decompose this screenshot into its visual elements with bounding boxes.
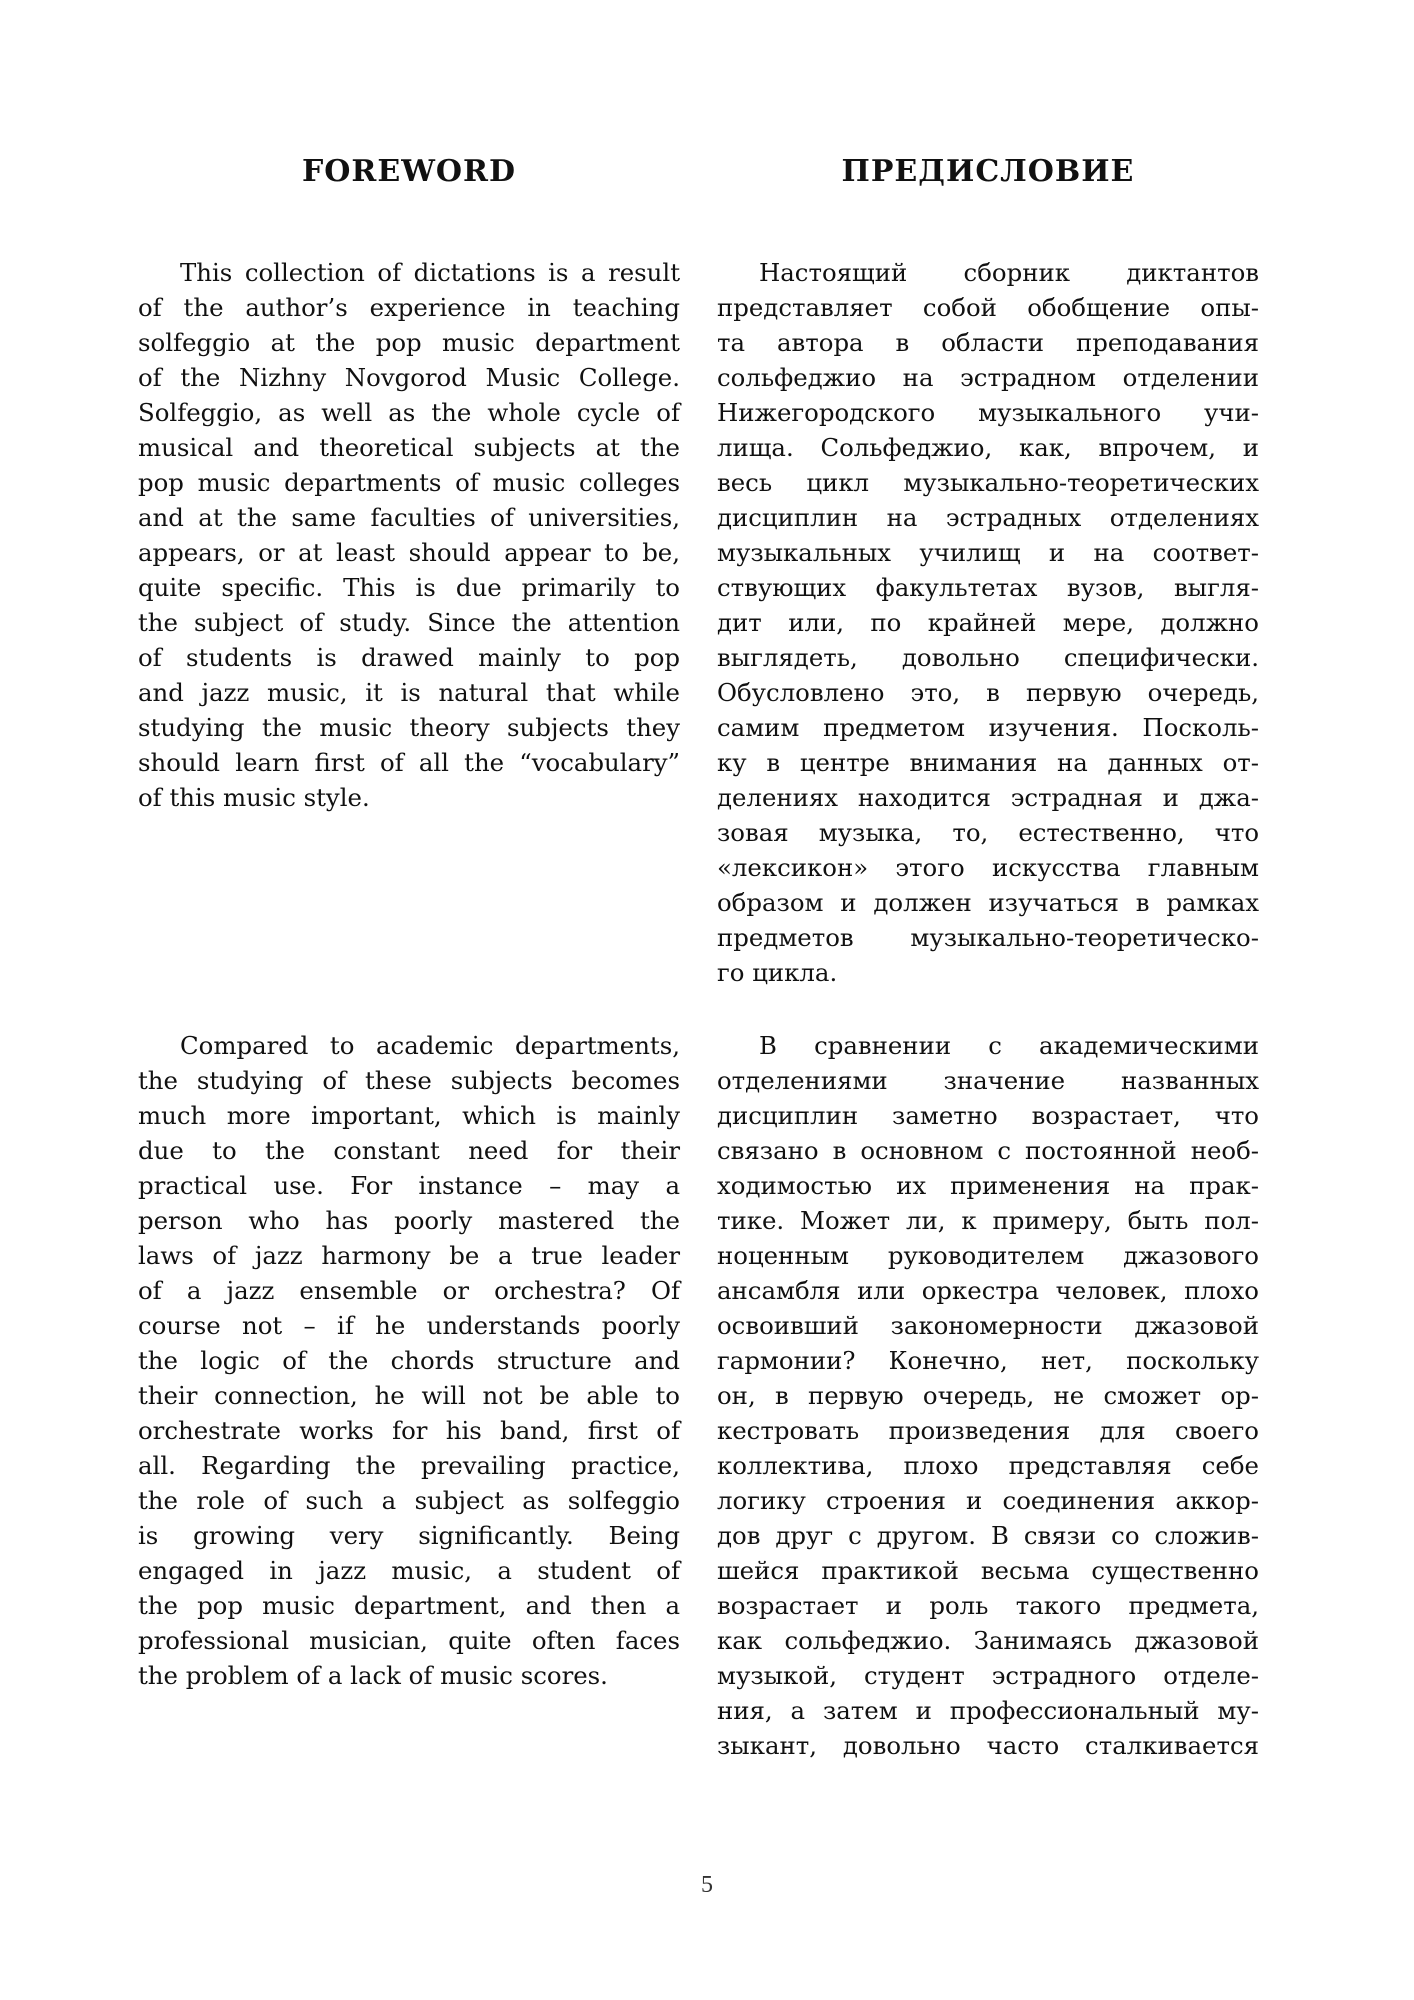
text-line: is growing very significantly. Being bbox=[138, 1521, 680, 1550]
text-line: зыкант, довольно часто сталкивается bbox=[717, 1731, 1259, 1760]
text-line: quite specific. This is due primarily to bbox=[138, 573, 680, 602]
text-line: как сольфеджио. Занимаясь джазовой bbox=[717, 1626, 1259, 1655]
text-line: of the Nizhny Novgorod Music College. bbox=[138, 363, 680, 392]
text-line: the problem of a lack of music scores. bbox=[138, 1661, 608, 1690]
text-line: course not – if he understands poorly bbox=[138, 1311, 680, 1340]
text-line: дов друг с другом. В связи со сложив- bbox=[717, 1521, 1259, 1550]
text-line: and jazz music, it is natural that while bbox=[138, 678, 680, 707]
right-paragraph-2 bbox=[717, 1028, 1259, 1763]
text-line: ку в центре внимания на данных от- bbox=[717, 748, 1259, 777]
text-line: ствующих факультетах вузов, выгля- bbox=[717, 573, 1259, 602]
text-line: связано в основном с постоянной необ- bbox=[717, 1136, 1259, 1165]
text-line: This collection of dictations is a result bbox=[180, 258, 680, 287]
text-line: тике. Может ли, к примеру, быть пол- bbox=[717, 1206, 1259, 1235]
text-line: дит или, по крайней мере, должно bbox=[717, 608, 1259, 637]
text-line: the subject of study. Since the attention bbox=[138, 608, 680, 637]
text-line: гармонии? Конечно, нет, поскольку bbox=[717, 1346, 1259, 1375]
text-line: their connection, he will not be able to bbox=[138, 1381, 680, 1410]
left-paragraph-1 bbox=[138, 255, 680, 815]
text-line: шейся практикой весьма существенно bbox=[717, 1556, 1259, 1585]
text-line: кестровать произведения для своего bbox=[717, 1416, 1259, 1445]
heading-foreword: FOREWORD bbox=[301, 154, 516, 189]
text-line: предметов музыкально-теоретическо- bbox=[717, 923, 1259, 952]
text-line: the logic of the chords structure and bbox=[138, 1346, 680, 1375]
page-number: 5 bbox=[701, 1872, 713, 1898]
text-line: the role of such a subject as solfeggio bbox=[138, 1486, 680, 1515]
text-line: engaged in jazz music, a student of bbox=[138, 1556, 680, 1585]
text-line: го цикла. bbox=[717, 958, 838, 987]
text-line: of a jazz ensemble or orchestra? Of bbox=[138, 1276, 680, 1305]
text-line: делениях находится эстрадная и джа- bbox=[717, 783, 1259, 812]
right-paragraph-1 bbox=[717, 255, 1259, 990]
text-line: Нижегородского музыкального учи- bbox=[717, 398, 1259, 427]
text-line: представляет собой обобщение опы- bbox=[717, 293, 1259, 322]
text-line: of students is drawed mainly to pop bbox=[138, 643, 680, 672]
text-line: Compared to academic departments, bbox=[180, 1031, 680, 1060]
text-line: and at the same faculties of universities, bbox=[138, 503, 680, 532]
text-line: отделениями значение названных bbox=[717, 1066, 1259, 1095]
text-line: логику строения и соединения аккор- bbox=[717, 1486, 1259, 1515]
text-line: of the author’s experience in teaching bbox=[138, 293, 680, 322]
text-line: лища. Сольфеджио, как, впрочем, и bbox=[717, 433, 1259, 462]
text-line: Настоящий сборник диктантов bbox=[759, 258, 1259, 287]
text-line: дисциплин на эстрадных отделениях bbox=[717, 503, 1259, 532]
text-line: «лексикон» этого искусства главным bbox=[717, 853, 1259, 882]
text-line: самим предметом изучения. Посколь- bbox=[717, 713, 1259, 742]
text-line: В сравнении с академическими bbox=[759, 1031, 1259, 1060]
text-line: studying the music theory subjects they bbox=[138, 713, 680, 742]
text-line: он, в первую очередь, не сможет ор- bbox=[717, 1381, 1259, 1410]
text-line: orchestrate works for his band, first of bbox=[138, 1416, 680, 1445]
text-line: musical and theoretical subjects at the bbox=[138, 433, 680, 462]
text-line: all. Regarding the prevailing practice, bbox=[138, 1451, 680, 1480]
text-line: музыкальных училищ и на соответ- bbox=[717, 538, 1259, 567]
text-line: appears, or at least should appear to be, bbox=[138, 538, 680, 567]
text-line: solfeggio at the pop music department bbox=[138, 328, 680, 357]
text-line: коллектива, плохо представляя себе bbox=[717, 1451, 1259, 1480]
text-line: much more important, which is mainly bbox=[138, 1101, 680, 1130]
text-line: ансамбля или оркестра человек, плохо bbox=[717, 1276, 1259, 1305]
text-line: ноценным руководителем джазового bbox=[717, 1241, 1259, 1270]
text-line: та автора в области преподавания bbox=[717, 328, 1259, 357]
text-line: образом и должен изучаться в рамках bbox=[717, 888, 1259, 917]
text-line: весь цикл музыкально-теоретических bbox=[717, 468, 1259, 497]
heading-predislovie: ПРЕДИСЛОВИЕ bbox=[841, 154, 1135, 189]
text-line: the studying of these subjects becomes bbox=[138, 1066, 680, 1095]
text-line: ходимостью их применения на прак- bbox=[717, 1171, 1259, 1200]
text-line: выглядеть, довольно специфически. bbox=[717, 643, 1259, 672]
text-line: сольфеджио на эстрадном отделении bbox=[717, 363, 1259, 392]
text-line: дисциплин заметно возрастает, что bbox=[717, 1101, 1259, 1130]
text-line: the pop music department, and then a bbox=[138, 1591, 680, 1620]
text-line: зовая музыка, то, естественно, что bbox=[717, 818, 1259, 847]
text-line: музыкой, студент эстрадного отделе- bbox=[717, 1661, 1259, 1690]
text-line: Обусловлено это, в первую очередь, bbox=[717, 678, 1259, 707]
text-line: pop music departments of music colleges bbox=[138, 468, 680, 497]
text-line: Solfeggio, as well as the whole cycle of bbox=[138, 398, 680, 427]
text-line: возрастает и роль такого предмета, bbox=[717, 1591, 1259, 1620]
text-line: освоивший закономерности джазовой bbox=[717, 1311, 1259, 1340]
text-line: person who has poorly mastered the bbox=[138, 1206, 680, 1235]
text-line: should learn first of all the “vocabulary” bbox=[138, 748, 680, 777]
text-line: practical use. For instance – may a bbox=[138, 1171, 680, 1200]
text-line: professional musician, quite often faces bbox=[138, 1626, 680, 1655]
text-line: of this music style. bbox=[138, 783, 370, 812]
text-line: laws of jazz harmony be a true leader bbox=[138, 1241, 680, 1270]
text-line: ния, а затем и профессиональный му- bbox=[717, 1696, 1259, 1725]
text-line: due to the constant need for their bbox=[138, 1136, 680, 1165]
left-paragraph-2 bbox=[138, 1028, 680, 1693]
